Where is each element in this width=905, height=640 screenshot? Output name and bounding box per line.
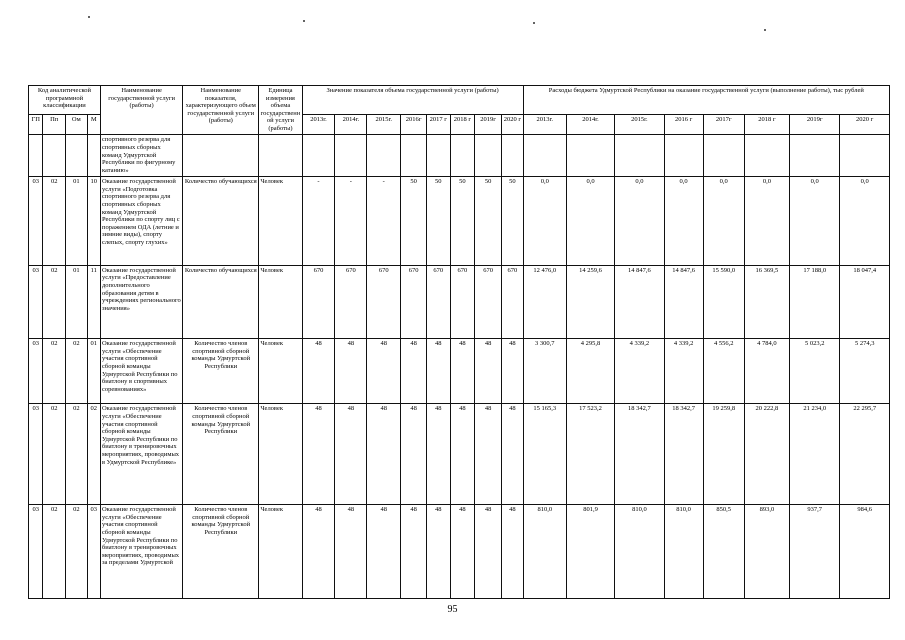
expense-cell (566, 135, 614, 177)
code-cell (66, 135, 88, 177)
volume-cell: 670 (450, 265, 475, 338)
header-code-group: Код аналитической программной классификации (29, 86, 101, 115)
expense-cell: 21 234,0 (790, 404, 840, 505)
expense-cell: 20 222,8 (744, 404, 789, 505)
code-cell (29, 135, 43, 177)
scan-speck (88, 16, 90, 18)
expense-cell (744, 135, 789, 177)
volume-cell: 48 (475, 404, 502, 505)
scan-speck (764, 29, 766, 31)
expense-cell: 18 342,7 (664, 404, 703, 505)
code-cell: 01 (66, 177, 88, 266)
indicator-cell: Количество членов спортивной сборной команды Удмуртской Республики (183, 404, 259, 505)
code-cell: 03 (29, 404, 43, 505)
expense-cell: 0,0 (840, 177, 890, 266)
volume-cell: 670 (302, 265, 335, 338)
volume-cell: 48 (335, 339, 367, 404)
expense-cell: 4 784,0 (744, 339, 789, 404)
table-row (29, 339, 890, 404)
code-cell: 02 (43, 265, 66, 338)
expense-cell: 4 339,2 (664, 339, 703, 404)
code-cell: 02 (66, 505, 88, 599)
header-volume-year: 2014г. (335, 115, 367, 135)
volume-cell: 48 (450, 404, 475, 505)
volume-cell: 48 (475, 505, 502, 599)
service-name-cell: спортивного резерва для спортивных сборных команд Удмуртской Республики по фигурному катанию» (100, 135, 182, 177)
volume-cell (475, 135, 502, 177)
scan-speck (533, 22, 535, 24)
expense-cell: 0,0 (615, 177, 664, 266)
volume-cell: 48 (426, 505, 450, 599)
code-cell: 02 (87, 404, 100, 505)
expense-cell: 5 023,2 (790, 339, 840, 404)
table-row (29, 404, 890, 505)
volume-cell: 48 (302, 404, 335, 505)
volume-cell: 48 (302, 339, 335, 404)
header-unit: Единица измерения объема государственной услуги (работы) (259, 86, 302, 135)
code-cell: 10 (87, 177, 100, 266)
volume-cell: 48 (501, 404, 523, 505)
volume-cell (335, 135, 367, 177)
header-code: ГП (29, 115, 43, 135)
code-cell: 02 (43, 404, 66, 505)
header-volume-year: 2016г (401, 115, 427, 135)
header-expense-year: 2016 г (664, 115, 703, 135)
expense-cell (664, 135, 703, 177)
header-expense-year: 2013г. (523, 115, 566, 135)
expense-cell: 810,0 (664, 505, 703, 599)
unit-cell: Человек (259, 404, 302, 505)
code-cell: 03 (29, 265, 43, 338)
code-cell (87, 135, 100, 177)
page-number: 95 (447, 604, 458, 615)
header-code: Пп (43, 115, 66, 135)
volume-cell: 48 (367, 505, 401, 599)
expense-cell: 18 342,7 (615, 404, 664, 505)
code-cell: 01 (66, 265, 88, 338)
indicator-cell: Количество членов спортивной сборной команды Удмуртской Республики (183, 339, 259, 404)
unit-cell: Человек (259, 505, 302, 599)
code-cell: 03 (29, 505, 43, 599)
header-service-name: Наименование государственной услуги (работы) (100, 86, 182, 135)
code-cell (43, 135, 66, 177)
header-expense-year: 2018 г (744, 115, 789, 135)
expense-cell: 4 556,2 (703, 339, 744, 404)
expense-cell: 3 300,7 (523, 339, 566, 404)
header-volume-year: 2015г. (367, 115, 401, 135)
volume-cell (401, 135, 427, 177)
header-volume-year: 2018 г (450, 115, 475, 135)
expense-cell (523, 135, 566, 177)
service-name-cell: Оказание государственной услуги «Обеспечение участия спортивной сборной команды Удмуртской Республики по биатлону в тренировочных мероприятиях, проводимых за пределами Удмуртской (100, 505, 182, 599)
service-name-cell: Оказание государственной услуги «Подготовка спортивного резерва для спортивных сборных команд Удмуртской Республики по спорту лиц с поражением ОДА (летние и зимние виды), спорту слепых, спорту глухих» (100, 177, 182, 266)
code-cell: 02 (66, 339, 88, 404)
indicator-cell: Количество обучающихся (183, 265, 259, 338)
header-code: М (87, 115, 100, 135)
volume-cell: 48 (302, 505, 335, 599)
volume-cell: 48 (501, 505, 523, 599)
indicator-cell: Количество обучающихся (183, 177, 259, 266)
expense-cell: 4 339,2 (615, 339, 664, 404)
header-expense-year: 2019г (790, 115, 840, 135)
code-cell: 02 (66, 404, 88, 505)
code-cell: 03 (87, 505, 100, 599)
volume-cell: - (367, 177, 401, 266)
header-expense-group: Расходы бюджета Удмуртской Республики на оказание государственной услуги (выполнение работы), тыс рублей (523, 86, 889, 115)
expense-cell: 17 523,2 (566, 404, 614, 505)
expense-cell: 937,7 (790, 505, 840, 599)
volume-cell: 48 (335, 404, 367, 505)
expense-cell (615, 135, 664, 177)
volume-cell: 48 (426, 339, 450, 404)
header-volume-year: 2020 г (501, 115, 523, 135)
volume-cell: 48 (450, 339, 475, 404)
expense-cell: 4 295,8 (566, 339, 614, 404)
expense-cell: 17 188,0 (790, 265, 840, 338)
expense-cell: 0,0 (703, 177, 744, 266)
volume-cell: 50 (501, 177, 523, 266)
table-row (29, 177, 890, 266)
volume-cell: 48 (501, 339, 523, 404)
code-cell: 02 (43, 339, 66, 404)
expense-cell: 19 259,8 (703, 404, 744, 505)
code-cell: 02 (43, 177, 66, 266)
volume-cell (426, 135, 450, 177)
header-row-1 (29, 86, 890, 115)
volume-cell: 48 (426, 404, 450, 505)
volume-cell: 48 (367, 404, 401, 505)
header-volume-group: Значение показателя объема государственной услуги (работы) (302, 86, 523, 115)
header-expense-year: 2020 г (840, 115, 890, 135)
expense-cell: 14 847,6 (615, 265, 664, 338)
expense-cell: 14 847,6 (664, 265, 703, 338)
volume-cell: 50 (401, 177, 427, 266)
expense-cell: 5 274,3 (840, 339, 890, 404)
table-row (29, 265, 890, 338)
volume-cell: 670 (401, 265, 427, 338)
header-indicator: Наименование показателя, характеризующего объем государственной услуги (работы) (183, 86, 259, 135)
expense-cell: 15 165,3 (523, 404, 566, 505)
header-expense-year: 2014г. (566, 115, 614, 135)
volume-cell: 670 (335, 265, 367, 338)
volume-cell: 50 (450, 177, 475, 266)
code-cell: 01 (87, 339, 100, 404)
volume-cell: 48 (401, 404, 427, 505)
service-name-cell: Оказание государственной услуги «Обеспечение участия спортивной сборной команды Удмуртской Республики по биатлону в тренировочных мероприятиях, проводимых в Удмуртской Республике» (100, 404, 182, 505)
expense-cell (790, 135, 840, 177)
service-name-cell: Оказание государственной услуги «Обеспечение участия спортивной сборной команды Удмуртской Республики по биатлону в спортивных соревнованиях» (100, 339, 182, 404)
header-code: Ом (66, 115, 88, 135)
services-table (28, 85, 890, 599)
expense-cell: 16 369,5 (744, 265, 789, 338)
expense-cell: 893,0 (744, 505, 789, 599)
volume-cell: 48 (367, 339, 401, 404)
volume-cell: 670 (475, 265, 502, 338)
code-cell: 02 (43, 505, 66, 599)
code-cell: 11 (87, 265, 100, 338)
volume-cell: 48 (335, 505, 367, 599)
expense-cell: 810,0 (523, 505, 566, 599)
volume-cell: 670 (426, 265, 450, 338)
indicator-cell (183, 135, 259, 177)
expense-cell (840, 135, 890, 177)
volume-cell: 48 (401, 339, 427, 404)
volume-cell: 50 (426, 177, 450, 266)
expense-cell: 0,0 (744, 177, 789, 266)
code-cell: 03 (29, 177, 43, 266)
unit-cell: Человек (259, 265, 302, 338)
expense-cell: 18 047,4 (840, 265, 890, 338)
volume-cell (450, 135, 475, 177)
expense-cell: 22 295,7 (840, 404, 890, 505)
expense-cell: 14 259,6 (566, 265, 614, 338)
table-row (29, 135, 890, 177)
expense-cell: 0,0 (790, 177, 840, 266)
header-volume-year: 2017 г (426, 115, 450, 135)
expense-cell (703, 135, 744, 177)
volume-cell: 670 (501, 265, 523, 338)
expense-cell: 15 590,0 (703, 265, 744, 338)
header-volume-year: 2013г. (302, 115, 335, 135)
service-name-cell: Оказание государственной услуги «Предоставление дополнительного образования детям в учреждениях регионального значения» (100, 265, 182, 338)
code-cell: 03 (29, 339, 43, 404)
expense-cell: 12 476,0 (523, 265, 566, 338)
expense-cell: 810,0 (615, 505, 664, 599)
header-volume-year: 2019г (475, 115, 502, 135)
expense-cell: 984,6 (840, 505, 890, 599)
scan-speck (303, 20, 305, 22)
header-expense-year: 2015г. (615, 115, 664, 135)
unit-cell: Человек (259, 339, 302, 404)
volume-cell (302, 135, 335, 177)
expense-cell: 0,0 (664, 177, 703, 266)
volume-cell: 48 (401, 505, 427, 599)
volume-cell: 50 (475, 177, 502, 266)
volume-cell: 48 (450, 505, 475, 599)
header-expense-year: 2017г (703, 115, 744, 135)
volume-cell (367, 135, 401, 177)
volume-cell (501, 135, 523, 177)
expense-cell: 850,5 (703, 505, 744, 599)
volume-cell: - (335, 177, 367, 266)
volume-cell: 48 (475, 339, 502, 404)
expense-cell: 0,0 (523, 177, 566, 266)
indicator-cell: Количество членов спортивной сборной команды Удмуртской Республики (183, 505, 259, 599)
expense-cell: 801,9 (566, 505, 614, 599)
volume-cell: - (302, 177, 335, 266)
volume-cell: 670 (367, 265, 401, 338)
expense-cell: 0,0 (566, 177, 614, 266)
table-row (29, 505, 890, 599)
unit-cell (259, 135, 302, 177)
unit-cell: Человек (259, 177, 302, 266)
